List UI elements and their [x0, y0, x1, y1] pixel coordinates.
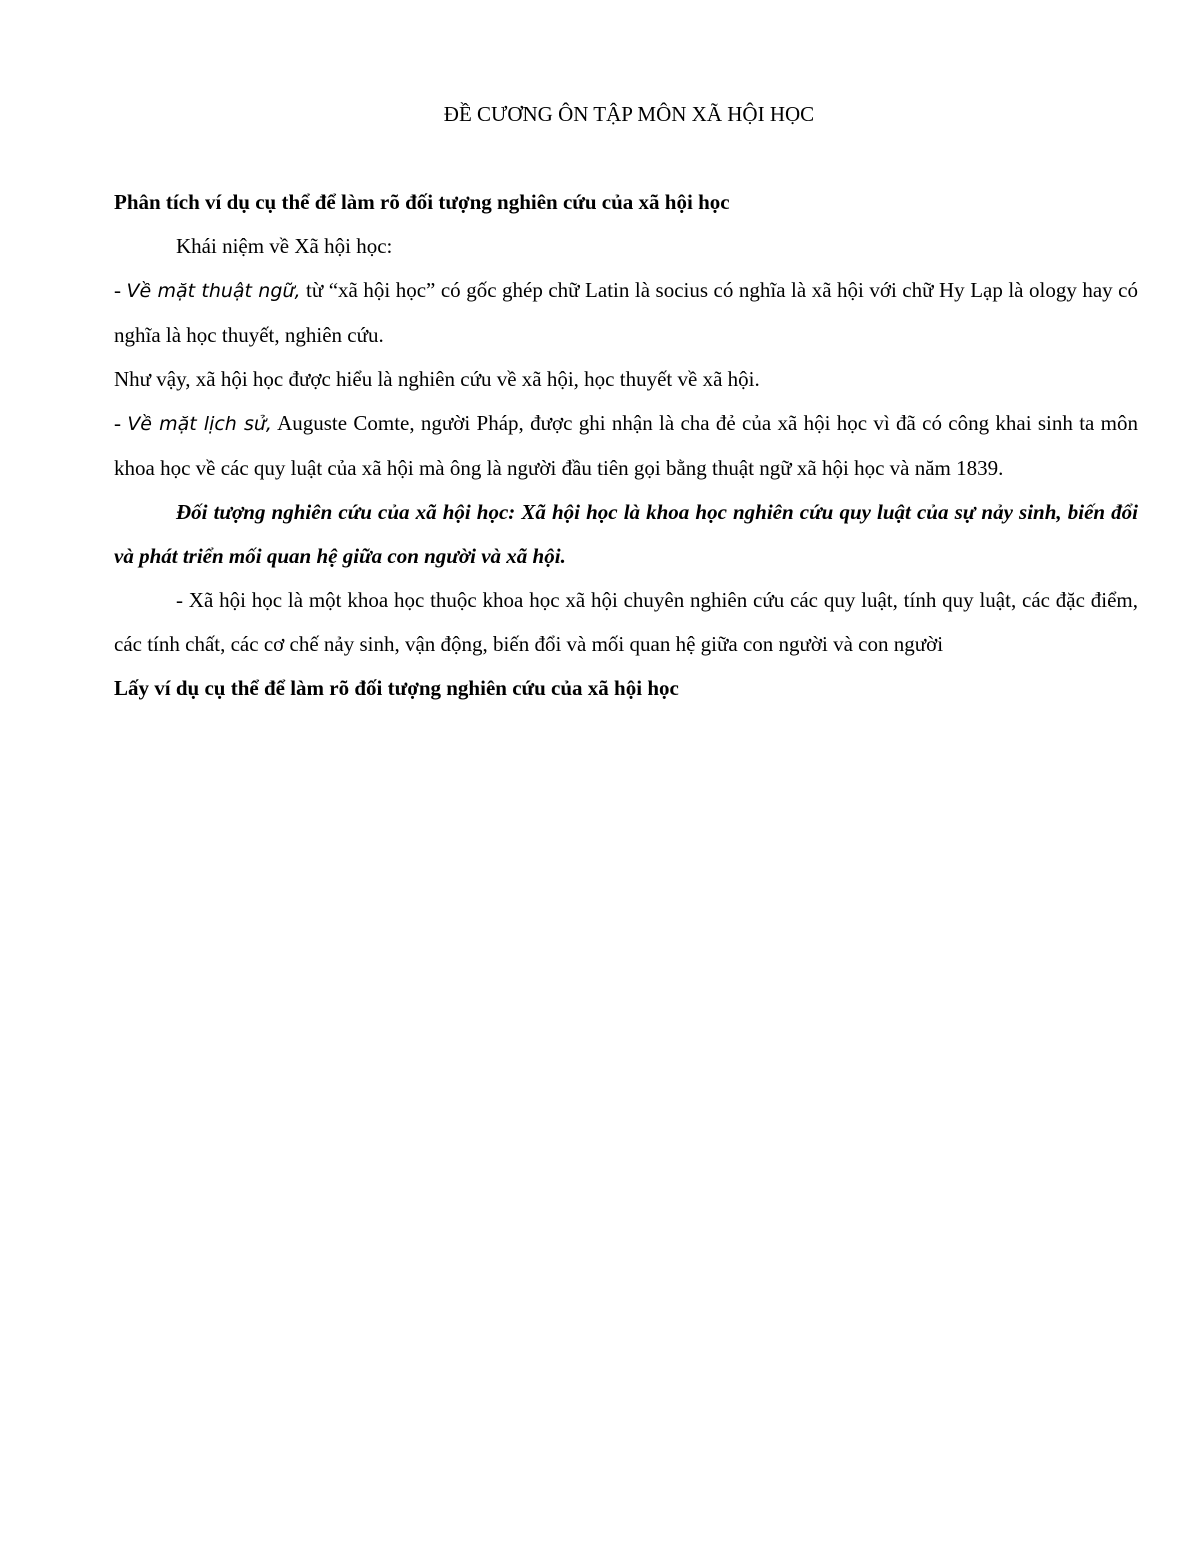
terminology-dash: - [114, 278, 127, 302]
definition-paragraph: - Xã hội học là một khoa học thuộc khoa học xã hội chuyên nghiên cứu các quy luật, tính quy luật, các đặc điểm, các tính chất, các cơ chế nảy sinh, vận động, biến đổi và mối quan hệ giữa con người và con người [114, 588, 1138, 656]
section-heading-example: Lấy ví dụ cụ thể để làm rõ đối tượng nghiên cứu của xã hội học [114, 676, 679, 700]
history-paragraph [114, 401, 1138, 490]
research-object-statement: Đối tượng nghiên cứu của xã hội học: Xã hội học là khoa học nghiên cứu quy luật của sự nảy sinh, biến đổi và phát triển mối quan hệ giữa con người và xã hội. [114, 500, 1138, 568]
history-dash: - [114, 411, 128, 435]
document-title: ĐỀ CƯƠNG ÔN TẬP MÔN XÃ HỘI HỌC [443, 102, 815, 126]
section-heading-analysis: Phân tích ví dụ cụ thể để làm rõ đối tượng nghiên cứu của xã hội học [114, 190, 730, 214]
document-body [114, 180, 1138, 710]
summary-paragraph: Như vậy, xã hội học được hiểu là nghiên cứu về xã hội, học thuyết về xã hội. [114, 367, 760, 391]
terminology-paragraph [114, 268, 1138, 357]
terminology-text: từ “xã hội học” có gốc ghép chữ Latin là socius có nghĩa là xã hội với chữ Hy Lạp là ology hay có nghĩa là học thuyết, nghiên cứu. [114, 278, 1138, 347]
concept-label: Khái niệm về Xã hội học: [176, 234, 393, 258]
history-text: Auguste Comte, người Pháp, được ghi nhận là cha đẻ của xã hội học vì đã có công khai sinh ta môn khoa học về các quy luật của xã hội mà ông là người đầu tiên gọi bằng thuật ngữ xã hội học và năm 1839. [114, 411, 1138, 480]
terminology-lead: Về mặt thuật ngữ, [126, 280, 301, 302]
history-lead: Về mặt lịch sử, [127, 413, 272, 435]
